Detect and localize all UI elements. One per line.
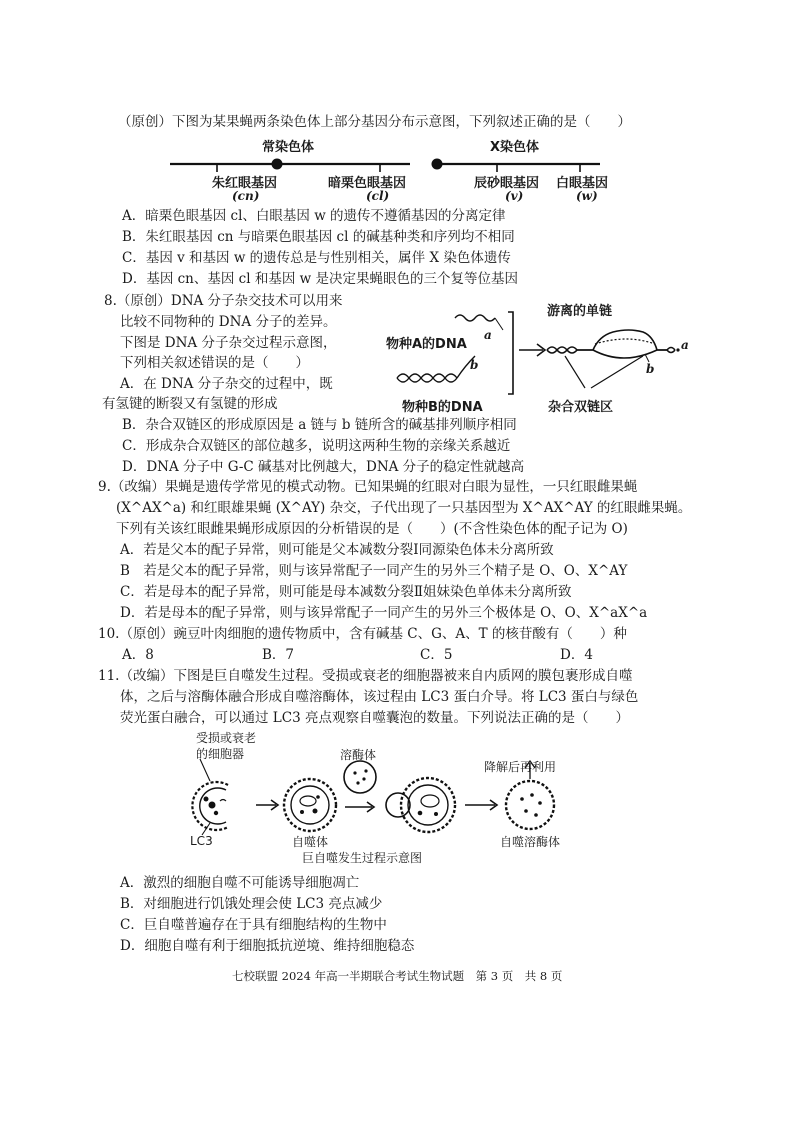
q11-option-a: A．激烈的细胞自噬不可能诱导细胞凋亡	[120, 875, 360, 891]
lysosome-label: 溶酶体	[340, 748, 377, 762]
gene-name-cn: 朱红眼基因	[212, 176, 278, 191]
b-pointer	[645, 354, 649, 362]
reuse-label: 降解后再利用	[484, 760, 557, 774]
q7-option-a: A．暗栗色眼基因 cl、白眼基因 w 的遗传不遵循基因的分离定律	[122, 208, 506, 224]
q7-option-c: C．基因 v 和基因 w 的遗传总是与性别相关，属伴 X 染色体遗传	[122, 250, 511, 266]
q8-option-a-line-2: 有氢键的断裂又有氢键的形成	[102, 396, 278, 412]
gene-symbol-cl: (cl)	[366, 189, 390, 203]
hybrid-a-letter: a	[681, 338, 689, 352]
q7-stem: （原创）下图为某果蝇两条染色体上部分基因分布示意图，下列叙述正确的是（ ）	[118, 114, 631, 130]
species-b-label: 物种B的DNA	[402, 400, 483, 415]
gene-symbol-cn: (cn)	[232, 189, 260, 203]
hybrid-pointer-right	[591, 356, 643, 388]
hybrid-region-label: 杂合双链区	[548, 400, 614, 415]
autophagosome-label: 自噬体	[292, 835, 329, 849]
damaged-organelle-label-1: 受损或衰老	[196, 731, 257, 745]
q7-option-b: B．朱红眼基因 cn 与暗栗色眼基因 cl 的碱基种类和序列均不相同	[122, 229, 515, 245]
gene-name-cl: 暗栗色眼基因	[328, 176, 407, 191]
strand-a	[455, 315, 495, 321]
q8-option-a-line-1: A．在 DNA 分子杂交的过程中，既	[120, 376, 333, 392]
q10-option-d: D．4	[560, 647, 593, 663]
gene-symbol-v: (v)	[505, 189, 524, 203]
q10-option-c: C．5	[420, 647, 453, 663]
hybrid-pointer-left	[565, 356, 585, 388]
lc3-label: LC3	[190, 834, 213, 848]
stage-1-organelle-wrapping	[192, 759, 228, 835]
strand-a-letter: a	[484, 328, 492, 342]
stage-2-autophagosome	[284, 779, 336, 831]
q9-option-c: C．若是母本的配子异常，则可能是母本减数分裂Ⅱ姐妹染色单体未分离所致	[120, 584, 572, 600]
q11-option-b: B．对细胞进行饥饿处理会使 LC3 亮点减少	[120, 896, 383, 912]
free-strand-label: 游离的单链	[547, 304, 613, 319]
q11-stem-line-3: 荧光蛋白融合，可以通过 LC3 亮点观察自噬囊泡的数量。下列说法正确的是（ ）	[120, 710, 629, 726]
species-a-label: 物种A的DNA	[386, 337, 467, 352]
q11-stem-line-1: 11.（改编）下图是巨自噬发生过程。受损或衰老的细胞器被来自内质网的膜包裹形成自噬	[98, 668, 633, 684]
q8-option-d: D．DNA 分子中 G-C 碱基对比例越大，DNA 分子的稳定性就越高	[122, 459, 525, 475]
figure-caption: 巨自噬发生过程示意图	[302, 851, 423, 865]
autosome-centromere	[272, 159, 283, 170]
q7-autosome-label: 常染色体	[262, 140, 315, 155]
hybrid-b-letter: b	[646, 362, 655, 376]
q10-option-a: A．8	[122, 647, 154, 663]
q7-option-d: D．基因 cn、基因 cl 和基因 w 是决定果蝇眼色的三个复等位基因	[122, 271, 518, 287]
q10-option-b: B．7	[262, 647, 295, 663]
q8-stem-line-4: 下列相关叙述错误的是（ ）	[120, 355, 309, 371]
q11-stem-line-2: 体，之后与溶酶体融合形成自噬溶酶体，该过程由 LC3 蛋白介导。将 LC3 蛋白与绿色	[120, 689, 639, 705]
q8-stem-line-1: 8.（原创）DNA 分子杂交技术可以用来	[104, 293, 343, 309]
q9-stem-line-2: (X^AX^a) 和红眼雄果蝇 (X^AY) 杂交，子代出现了一只基因型为 X^AX^AY 的红眼雌果蝇。	[116, 500, 692, 516]
q11-option-c: C．巨自噬普遍存在于具有细胞结构的生物中	[120, 917, 387, 933]
strand-b-letter: b	[470, 358, 479, 372]
bracket	[508, 312, 513, 394]
q7-x-chromosome-label: X染色体	[490, 140, 540, 155]
q11-option-d: D．细胞自噬有利于细胞抵抗逆境、维持细胞稳态	[120, 938, 415, 954]
strand-a-pointer	[495, 318, 503, 330]
q8-option-c: C．形成杂合双链区的部位越多，说明这两种生物的亲缘关系越近	[122, 438, 511, 454]
q8-option-b: B．杂合双链区的形成原因是 a 链与 b 链所含的碱基排列顺序相同	[122, 417, 517, 433]
q9-option-b: B 若是父本的配子异常，则与该异常配子一同产生的另外三个精子是 O、O、X^AY	[120, 563, 628, 579]
gene-symbol-w: (w)	[576, 189, 598, 203]
gene-name-w: 白眼基因	[556, 176, 609, 191]
q9-stem-line-1: 9.（改编）果蝇是遗传学常见的模式动物。已知果蝇的红眼对白眼为显性，一只红眼雌果蝇	[98, 479, 638, 495]
stage-3-fusion	[386, 778, 455, 832]
damaged-organelle-label-2: 的细胞器	[196, 747, 245, 761]
strand-end-dot	[676, 348, 679, 351]
q9-option-a: A．若是父本的配子异常，则可能是父本减数分裂Ⅰ同源染色体未分离所致	[120, 542, 554, 558]
q8-stem-line-2: 比较不同物种的 DNA 分子的差异。	[120, 314, 337, 330]
gene-name-v: 辰砂眼基因	[474, 176, 540, 191]
autolysosome-label: 自噬溶酶体	[500, 835, 561, 849]
page-footer: 七校联盟 2024 年高一半期联合考试生物试题 第 3 页 共 8 页	[232, 969, 563, 983]
q9-stem-line-3: 下列有关该红眼雌果蝇形成原因的分析错误的是（ ）(不含性染色体的配子记为 O)	[116, 521, 628, 537]
free-loop-inner	[595, 339, 655, 344]
q10-stem: 10.（原创）豌豆叶肉细胞的遗传物质中，含有碱基 C、G、A、T 的核苷酸有（ ）种	[98, 626, 627, 642]
q8-stem-line-3: 下图是 DNA 分子杂交过程示意图，	[120, 335, 337, 351]
stage-lysosome	[344, 761, 376, 793]
q9-option-d: D．若是母本的配子异常，则与该异常配子一同产生的另外三个极体是 O、O、X^aX^a	[120, 605, 648, 621]
